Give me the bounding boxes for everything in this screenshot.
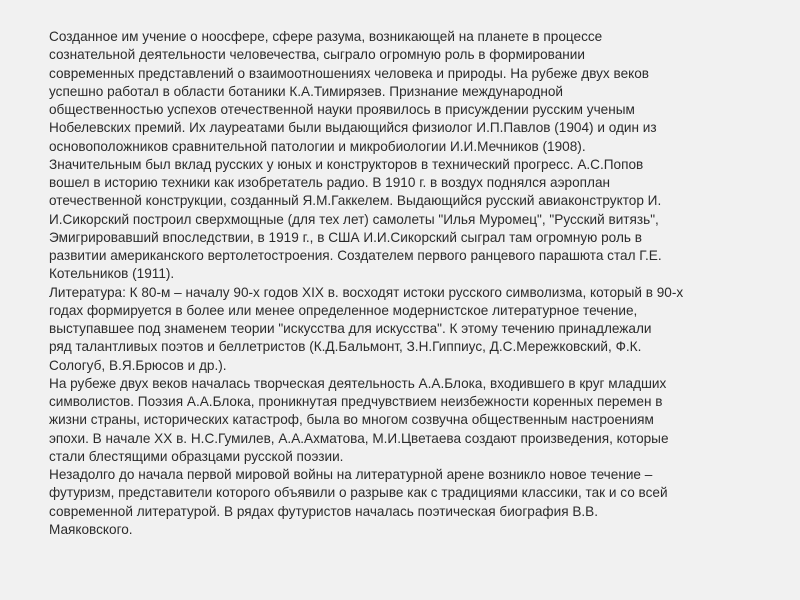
text-line: Эмигрировавший впоследствии, в 1919 г., в США И.И.Сикорский сыграл там огромную роль в — [49, 229, 642, 245]
text-line: Значительным был вклад русских у юных и конструкторов в технический прогресс. А.С.Попов — [49, 156, 644, 172]
text-line: общественностью успехов отечественной науки проявилось в присуждении русским ученым — [49, 102, 635, 117]
body-text — [49, 28, 761, 539]
text-line: символистов. Поэзия А.А.Блока, проникнутая предчувствием неизбежности коренных перемен в — [49, 394, 663, 409]
text-line: Нобелевских премий. Их лауреатами были выдающийся физиолог И.П.Павлов (1904) и один из — [49, 120, 657, 136]
text-line: вошел в историю техники как изобретатель радио. В 1910 г. в воздух поднялся аэроплан — [49, 175, 611, 190]
text-line: Созданное им учение о ноосфере, сфере разума, возникающей на планете в процессе — [49, 29, 603, 44]
text-line: развитии американского вертолетостроения. Создателем первого ранцевого парашюта стал Г.Е. — [49, 248, 662, 263]
text-line: Литература: К 80-м – началу 90-х годов XIX в. восходят истоки русского символизма, который в 90-х — [49, 284, 684, 300]
text-line: Котельников (1911). — [49, 266, 175, 282]
text-line: футуризм, представители которого объявили о разрыве как с традициями классики, так и со всей — [49, 485, 668, 501]
text-line: Сологуб, В.Я.Брюсов и др.). — [49, 357, 227, 373]
text-line: И.Сикорский построил сверхмощные (для тех лет) самолеты "Илья Муромец", "Русский витязь", — [49, 211, 659, 227]
text-line: годах формируется в более или менее определенное модернистское литературное течение, — [49, 302, 638, 318]
text-line: стали блестящими образцами русской поэзии. — [49, 448, 344, 464]
text-line: Маяковского. — [49, 521, 133, 537]
text-line: жизни страны, исторических катастроф, была во многом созвучна общественным настроениям — [49, 412, 654, 428]
text-line: сознательной деятельности человечества, сыграло огромную роль в формировании — [49, 47, 585, 63]
text-line: основоположников сравнительной патологии и микробиологии И.И.Мечников (1908). — [49, 138, 586, 154]
text-line: отечественной конструкции, созданный Я.М.Гаккелем. Выдающийся русский авиаконструктор И. — [49, 193, 662, 209]
text-line: На рубеже двух веков началась творческая деятельность А.А.Блока, входившего в круг младших — [49, 375, 667, 391]
text-line: современных представлений о взаимоотношениях человека и природы. На рубеже двух веков — [49, 65, 650, 81]
text-line: эпохи. В начале XX в. Н.С.Гумилев, А.А.Ахматова, М.И.Цветаева создают произведения, которые — [49, 430, 669, 446]
text-line: ряд талантливых поэтов и беллетристов (К.Д.Бальмонт, З.Н.Гиппиус, Д.С.Мережковский, Ф.К. — [49, 339, 642, 355]
text-line: современной литературой. В рядах футуристов началась поэтическая биография В.В. — [49, 503, 599, 519]
text-line: выступавшее под знаменем теории "искусства для искусства". К этому течению принадлежали — [49, 321, 652, 336]
text-line: успешно работал в области ботаники К.А.Тимирязев. Признание международной — [49, 83, 564, 99]
text-line: Незадолго до начала первой мировой войны на литературной арене возникло новое течение – — [49, 467, 653, 482]
